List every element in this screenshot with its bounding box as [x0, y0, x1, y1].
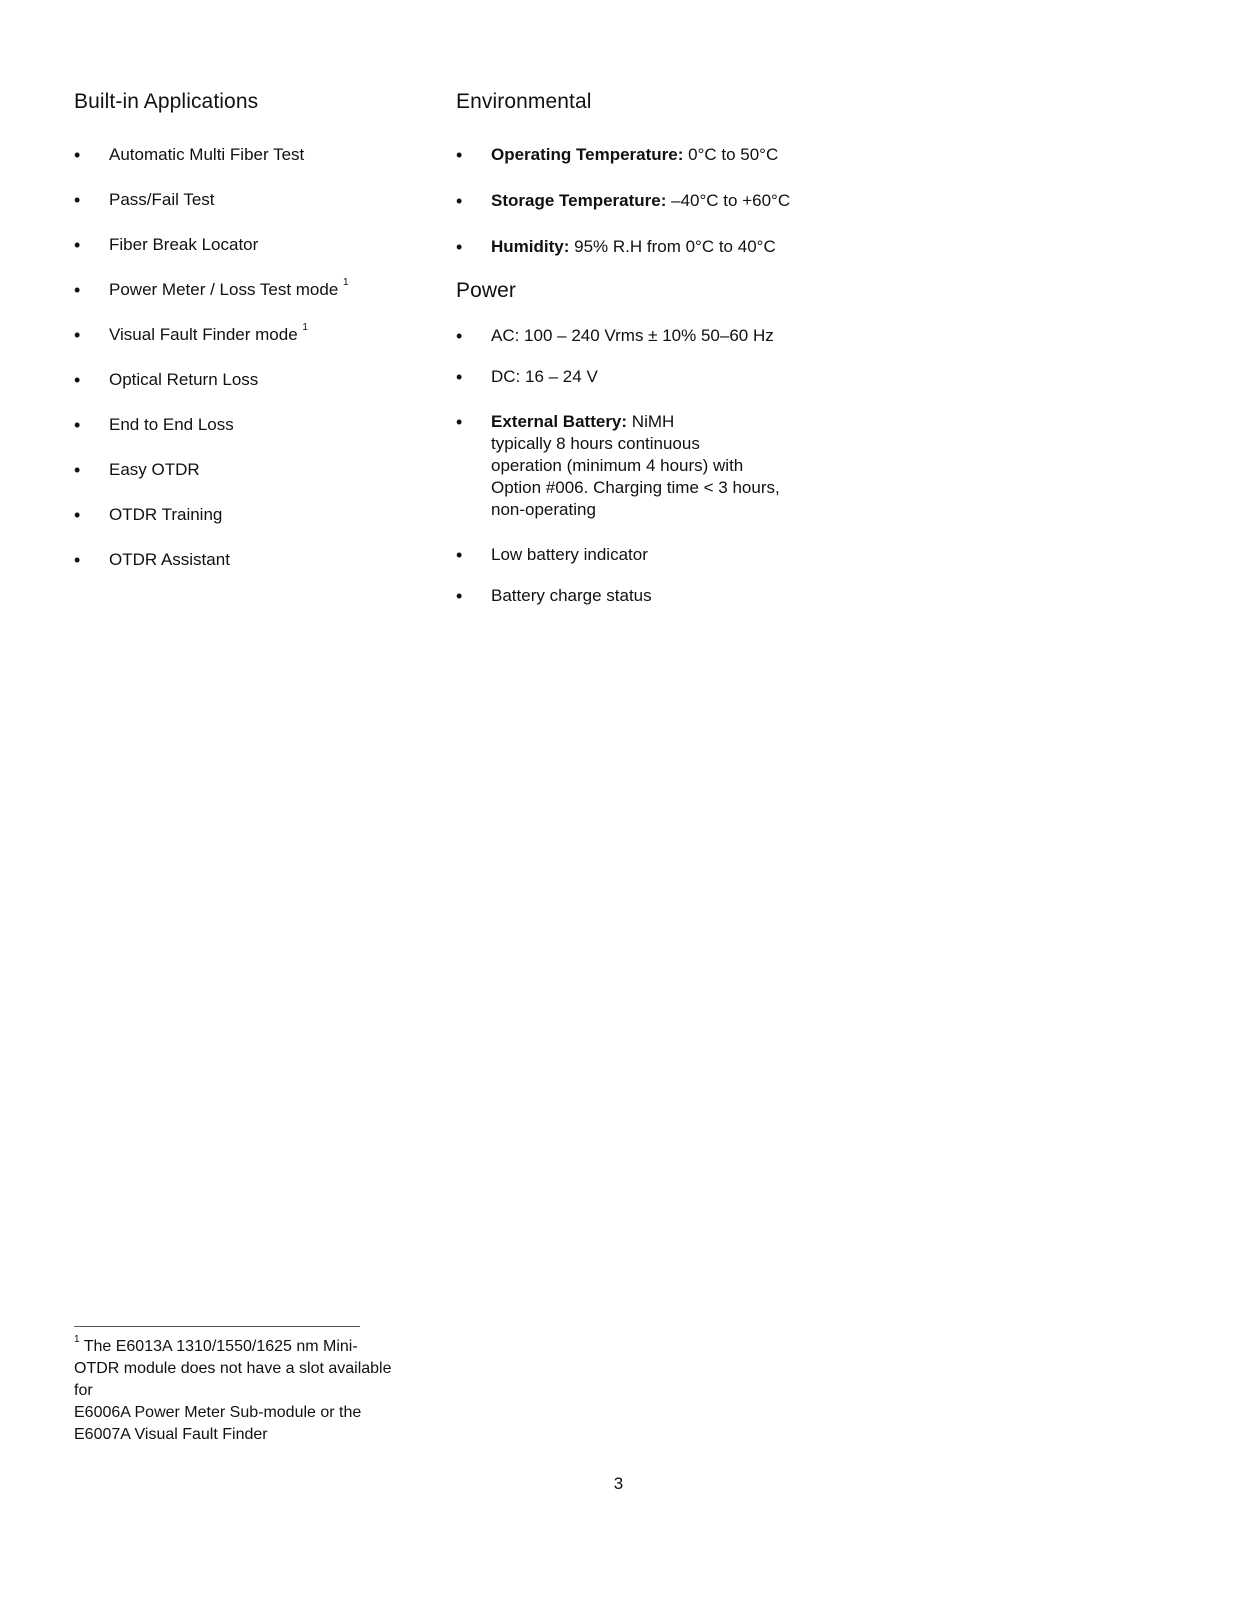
footnote-line: The E6013A 1310/1550/1625 nm Mini- — [79, 1338, 358, 1355]
footnote-line: OTDR module does not have a slot available for — [74, 1360, 392, 1399]
list-item — [456, 411, 816, 521]
list-item-text: Automatic Multi Fiber Test — [109, 145, 305, 164]
spec-value: NiMH — [627, 412, 675, 431]
list-item — [74, 414, 414, 436]
builtin-list — [74, 144, 414, 571]
list-item-text: Fiber Break Locator — [109, 235, 259, 254]
builtin-heading: Built-in Applications — [74, 90, 259, 113]
list-item — [74, 279, 414, 301]
list-item-text: OTDR Assistant — [109, 550, 230, 569]
battery-detail-line: typically 8 hours continuous — [491, 434, 700, 453]
spec-label: Storage Temperature: — [491, 191, 667, 210]
list-item — [74, 459, 414, 481]
list-item — [74, 549, 414, 571]
footnote-divider — [74, 1326, 360, 1327]
list-item-text: Visual Fault Finder mode — [109, 325, 298, 344]
footnote-marker: 1 — [74, 1333, 80, 1345]
list-item-text: OTDR Training — [109, 505, 223, 524]
list-item — [74, 504, 414, 526]
environmental-list — [456, 144, 816, 258]
battery-detail-line: non-operating — [491, 500, 596, 519]
list-item-text: Optical Return Loss — [109, 370, 259, 389]
list-item — [74, 369, 414, 391]
environmental-heading: Environmental — [456, 90, 592, 113]
list-item — [456, 366, 816, 388]
charge-status-item: Battery charge status — [491, 586, 652, 605]
ac-spec: AC: 100 – 240 Vrms ± 10% 50–60 Hz — [491, 326, 774, 345]
footnote — [74, 1333, 414, 1446]
list-item — [456, 144, 816, 166]
spec-value: 95% R.H from 0°C to 40°C — [569, 237, 776, 256]
spec-value: 0°C to 50°C — [683, 145, 779, 164]
list-item — [74, 144, 414, 166]
power-list — [456, 325, 816, 607]
spec-label: Humidity: — [491, 237, 570, 256]
list-item-text: End to End Loss — [109, 415, 234, 434]
list-item — [74, 324, 414, 346]
list-item — [456, 190, 816, 212]
list-item — [74, 189, 414, 211]
builtin-section — [74, 90, 414, 594]
spec-label: External Battery: — [491, 412, 628, 431]
battery-detail-line: operation (minimum 4 hours) with — [491, 456, 744, 475]
list-item — [456, 544, 816, 566]
footnote-line: E6006A Power Meter Sub-module or the — [74, 1404, 362, 1421]
specs-section — [456, 90, 816, 626]
footnote-line: E6007A Visual Fault Finder — [74, 1426, 268, 1443]
power-heading: Power — [456, 279, 517, 302]
list-item-text: Easy OTDR — [109, 460, 200, 479]
list-item — [456, 236, 816, 258]
footnote-ref: 1 — [302, 322, 308, 334]
footnote-ref: 1 — [343, 277, 349, 289]
list-item-text: Power Meter / Loss Test mode — [109, 280, 339, 299]
spec-value: –40°C to +60°C — [666, 191, 791, 210]
low-battery-item: Low battery indicator — [491, 545, 648, 564]
list-item — [456, 325, 816, 347]
list-item-text: Pass/Fail Test — [109, 190, 215, 209]
dc-spec: DC: 16 – 24 V — [491, 367, 598, 386]
list-item — [456, 585, 816, 607]
battery-detail-line: Option #006. Charging time < 3 hours, — [491, 478, 780, 497]
list-item — [74, 234, 414, 256]
page-number: 3 — [613, 1474, 624, 1493]
spec-label: Operating Temperature: — [491, 145, 684, 164]
